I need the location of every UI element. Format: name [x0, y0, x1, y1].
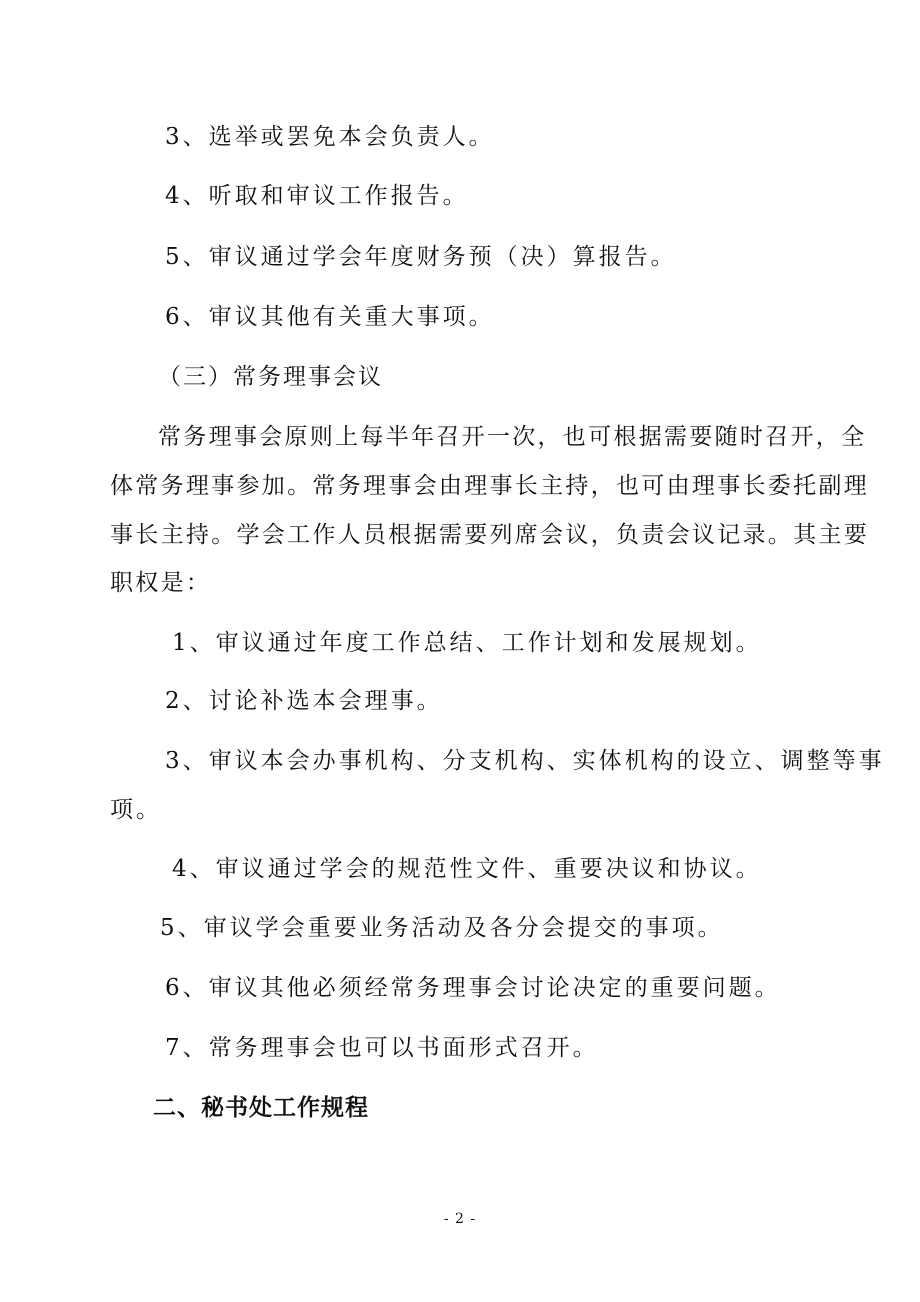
list-item: 6、审议其他必须经常务理事会讨论决定的重要问题。 [165, 975, 781, 1001]
section-title: （三）常务理事会议 [158, 364, 383, 390]
paragraph-line: 职权是： [110, 570, 212, 596]
list-item: 4、审议通过学会的规范性文件、重要决议和协议。 [172, 856, 762, 882]
page-number: - 2 - [443, 1211, 477, 1227]
list-item: 5、审议学会重要业务活动及各分会提交的事项。 [160, 915, 724, 941]
paragraph-line: 体常务理事参加。常务理事会由理事长主持，也可由理事长委托副理 [110, 473, 869, 499]
list-item: 4、听取和审议工作报告。 [165, 183, 469, 209]
list-item-continuation: 项。 [110, 797, 162, 823]
list-item: 7、常务理事会也可以书面形式召开。 [165, 1035, 599, 1061]
list-item: 1、审议通过年度工作总结、工作计划和发展规划。 [172, 630, 762, 656]
list-item: 5、审议通过学会年度财务预（决）算报告。 [165, 244, 677, 270]
list-item: 3、审议本会办事机构、分支机构、实体机构的设立、调整等事 [165, 748, 885, 774]
paragraph-line: 常务理事会原则上每半年召开一次，也可根据需要随时召开，全 [158, 424, 867, 450]
list-item: 2、讨论补选本会理事。 [165, 688, 443, 714]
paragraph-line: 事长主持。学会工作人员根据需要列席会议，负责会议记录。其主要 [110, 522, 869, 548]
list-item: 6、审议其他有关重大事项。 [165, 304, 495, 330]
list-item: 3、选举或罢免本会负责人。 [165, 124, 495, 150]
section-heading: 二、秘书处工作规程 [153, 1094, 369, 1121]
